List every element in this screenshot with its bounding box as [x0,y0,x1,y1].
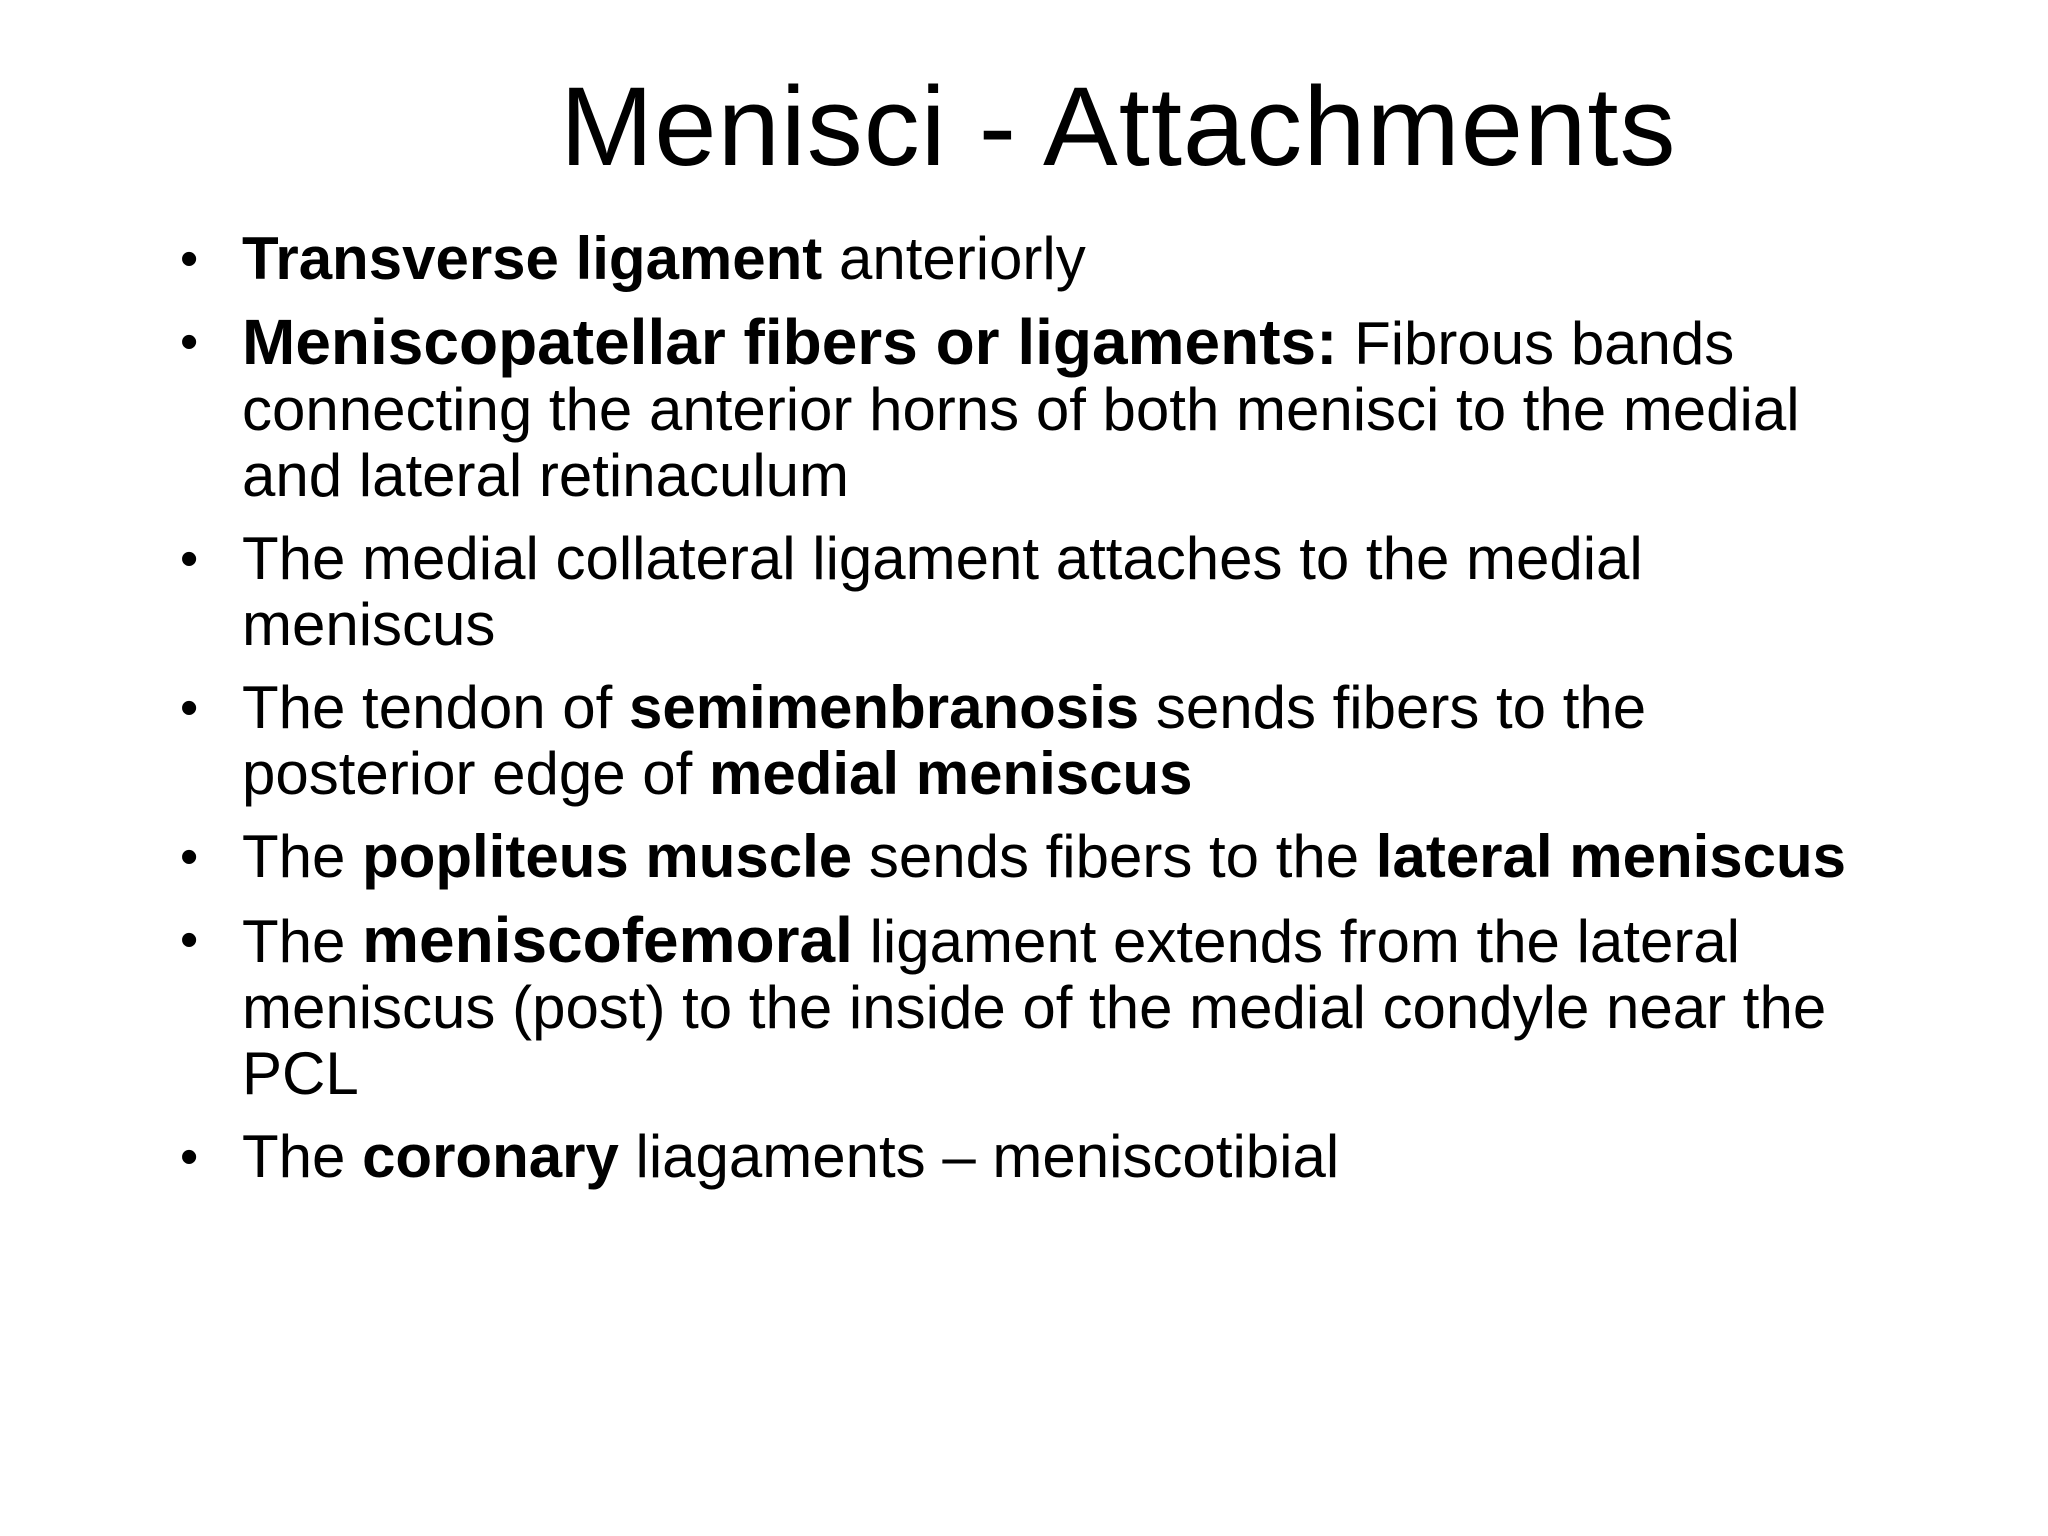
bullet-semimembranosus [170,675,1890,807]
bullet-coronary [170,1124,1890,1190]
bullet-glyph: • [180,911,199,969]
bullet-bold-term: medial meniscus [708,740,1193,807]
bullet-bold-term: coronary [362,1123,619,1190]
bullet-text: The [242,1123,363,1190]
bullet-text: sends fibers to the [852,823,1376,890]
bullet-glyph: • [180,679,199,737]
bullet-text: The [242,823,363,890]
bullet-glyph: • [180,230,199,288]
bullet-bold-term: semimenbranosis [628,674,1140,741]
bullet-bold-term: lateral meniscus [1375,823,1847,890]
bullet-glyph: • [180,828,199,886]
bullet-bold-term: meniscofemoral [362,904,853,976]
bullet-text: anteriorly [822,225,1086,292]
slide-title: Menisci - Attachments [560,64,1677,189]
bullet-text: The [242,908,363,975]
bullet-glyph: • [180,313,199,371]
bullet-text: sends fibers to the posterior edge of [242,674,1647,807]
bullet-text: The medial collateral ligament attaches to the medial meniscus [242,525,1643,658]
bullet-glyph: • [180,1128,199,1186]
bullet-text: liagaments – meniscotibial [618,1123,1340,1190]
bullet-list [170,226,1890,1207]
bullet-glyph: • [180,530,199,588]
bullet-text: ligament extends from the lateral meniscus (post) to the inside of the medial condyle near the PCL [242,908,1827,1107]
bullet-meniscopatellar [170,306,1890,509]
bullet-bold-term: popliteus muscle [362,823,853,890]
bullet-medial-collateral [170,526,1890,658]
bullet-text: The tendon of [242,674,629,741]
bullet-bold-term: Meniscopatellar fibers or ligaments: [242,306,1338,378]
bullet-bold-term: Transverse ligament [242,225,823,292]
bullet-transverse-ligament [170,226,1890,292]
bullet-popliteus [170,824,1890,890]
bullet-meniscofemoral [170,904,1890,1107]
bullet-text: Fibrous bands connecting the anterior horns of both menisci to the medial and lateral retinaculum [242,310,1800,509]
